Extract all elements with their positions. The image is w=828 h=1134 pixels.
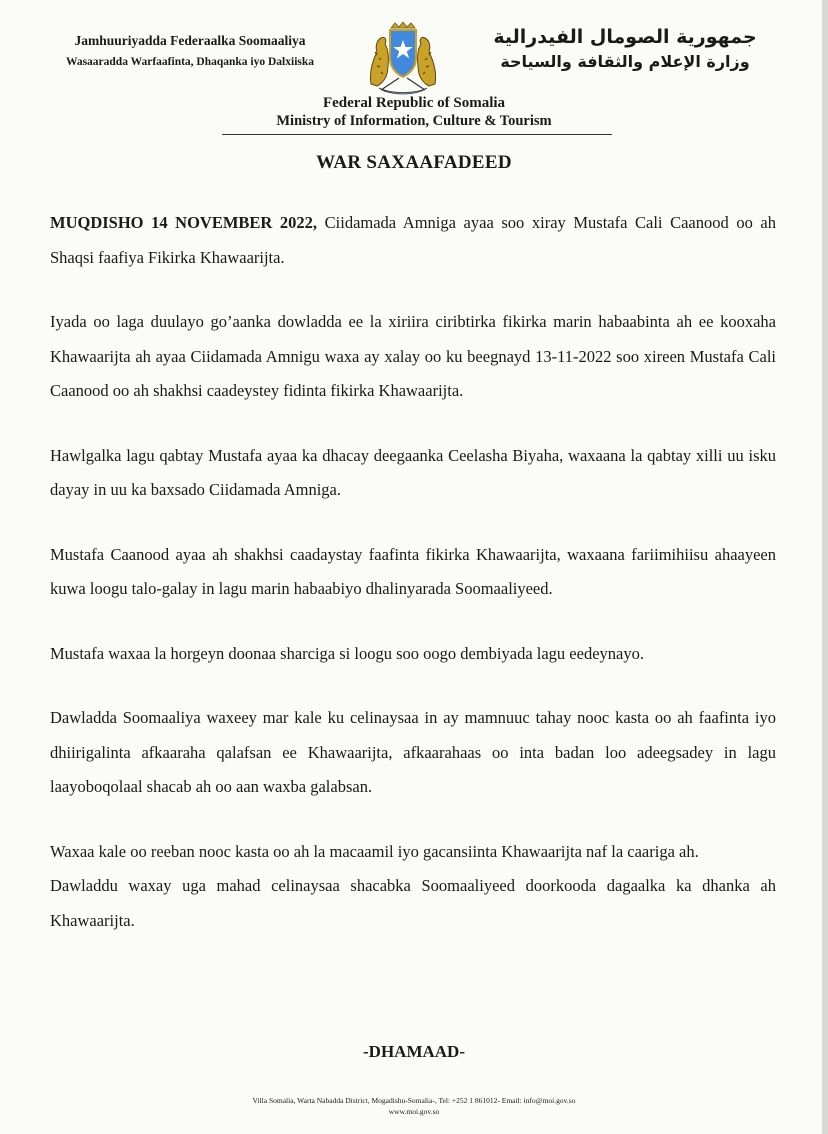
somali-republic-name: Jamhuuriyadda Federaalka Soomaaliya	[74, 33, 306, 48]
paragraph-2: Iyada oo laga duulayo go’aanka dowladda ee la xiriira ciribtirka fikirka marin habaabinta ah ee kooxaha Khawaarijta ah ayaa Ciidamada Amnigu waxa ay xalay oo ku beegnayd 13-11-2022 soo xireen Mustafa Cali Caanood oo ah shakhsi caadeystey fidinta fikirka Khawaarijta.	[50, 312, 776, 400]
arabic-ministry-name: وزارة الإعلام والثقافة والسياحة	[500, 52, 750, 71]
document-body	[50, 206, 776, 938]
footer-website: www.moi.gov.so	[388, 1107, 440, 1116]
somalia-coat-of-arms-icon	[365, 22, 441, 96]
somali-ministry-name: Wasaaradda Warfaafinta, Dhaqanka iyo Dalxiiska	[65, 56, 315, 68]
page-edge	[822, 0, 828, 1134]
paragraph-1	[50, 206, 776, 275]
letterhead	[0, 0, 828, 140]
paragraph-1-text: Ciidamada Amniga ayaa soo xiray Mustafa Cali Caanood oo ah Shaqsi faafiya Fikirka Khawaarijta.	[50, 213, 776, 267]
paragraph-7: Waxaa kale oo reeban nooc kasta oo ah la macaamil iyo gacansiinta Khawaarijta naf la caariga ah.	[50, 841, 699, 861]
paragraph-8: Dawladdu waxay uga mahad celinaysaa shacabka Soomaaliyeed doorkooda dagaalka ka dhanka ah Khawaarijta.	[50, 876, 776, 930]
footer	[0, 1095, 828, 1117]
closing-mark: -DHAMAAD-	[363, 1042, 465, 1061]
header-divider	[222, 134, 612, 135]
english-republic-name: Federal Republic of Somalia	[322, 95, 506, 111]
footer-address: Villa Somalia, Warta Nabadda District, Mogadishu-Somalia-, Tel: +252 1 861012- Email: info@moi.gov.so	[252, 1096, 576, 1105]
somali-header	[30, 30, 350, 72]
paragraph-3: Hawlgalka lagu qabtay Mustafa ayaa ka dhacay deegaanka Ceelasha Biyaha, waxaana la qabtay xilli uu isku dayay in uu ka baxsado Ciidamada Amniga.	[50, 445, 776, 499]
arabic-republic-name: جمهورية الصومال الفيدرالية	[493, 26, 757, 48]
english-header	[0, 94, 828, 130]
paragraph-5: Mustafa waxaa la horgeyn doonaa sharciga si loogu soo oogo dembiyada lagu eedeynayo.	[50, 643, 644, 663]
english-ministry-name: Ministry of Information, Culture & Tourism	[276, 113, 552, 129]
arabic-header	[460, 24, 790, 74]
paragraph-6: Dawladda Soomaaliya waxeey mar kale ku celinaysaa in ay mamnuuc tahay nooc kasta oo ah faafinta iyo dhiirigalinta afkaaraha qalafsan ee Khawaarijta, afkaarahaas oo inta badan loo adeegsadey in lagu laayoboqolaal shacab ah oo aan waxba galabsan.	[50, 708, 776, 796]
paragraph-4: Mustafa Caanood ayaa ah shakhsi caadaystay faafinta fikirka Khawaarijta, waxaana fariimihiisu ahaayeen kuwa loogu talo-galay in lagu marin habaabiyo dhalinyarada Soomaaliyeed.	[50, 544, 776, 598]
dateline: MUQDISHO 14 NOVEMBER 2022,	[50, 213, 318, 232]
document-title: WAR SAXAAFADEED	[316, 152, 512, 173]
